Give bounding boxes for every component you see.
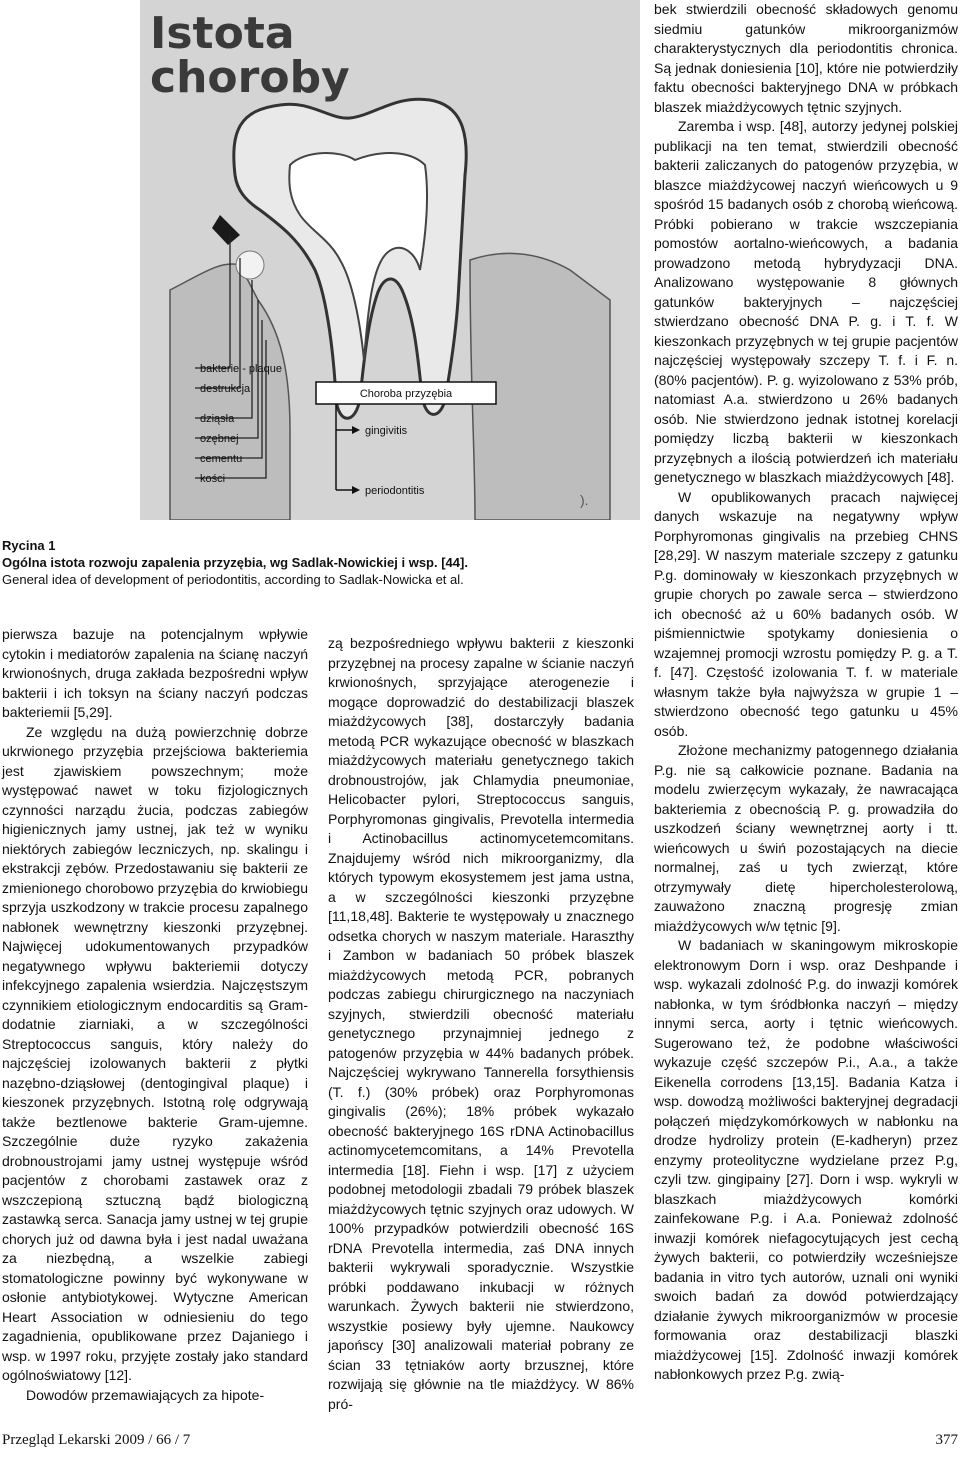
paragraph: Złożone mechanizmy patogennego działania P.g. nie są całkowicie poznane. Badania na modelu zwierzęcym wykazały, że nawracająca bakteriemia z obecnością P. g. prowadziła do uszkodzeń ściany wewnętrznej aorty i tt. wieńcowych u świń pozostających na diecie normalnej, zaś u tych zwierząt, które otrzymywały dietę hipercholesterolową, zauważono znaczną progresję zmian miażdżycowych w/w tętnic [9]. (654, 742, 958, 934)
figure-caption (2, 537, 632, 588)
label-periosteum: ozębnej (200, 433, 239, 445)
label-periodontitis: periodontitis (365, 485, 425, 497)
paragraph: Zaremba i wsp. [48], autorzy jedynej polskiej publikacji na ten temat, stwierdzili obecność bakterii zaliczanych do patogenów przyzębia, w blaszce miażdżycowej naczyń wieńcowych u 9 spośród 15 badanych osób z chorobą wieńcową. Próbki pobierano w trakcie wszczepiania pomostów aortalno-wieńcowych, a badania prowadzono metodą hybrydyzacji DNA. Analizowano występowanie 8 głównych gatunków bakteryjnych – najczęściej stwierdzano obecność DNA P. g. i T. f. W kieszonkach przyzębnych w tej grupie pacjentów najczęściej występowały szczepy T. f. i F. n. (80% pacjentów). P. g. wyizolowano z 53% prób, natomiast A.a. stwierdzono u 26% badanych osób. Nie stwierdzono jednak istotnej korelacji pomiędzy liczbą bakterii w kieszonkach przyzębnych a ilością potwierdzeń ich materiału genetycznego w blaszkach miażdżycowych [48]. (654, 118, 958, 485)
figure-mark: ). (580, 492, 589, 508)
label-gingivitis: gingivitis (365, 425, 408, 437)
caption-polish: Ogólna istota rozwoju zapalenia przyzębia, wg Sadlak-Nowickiej i wsp. [44]. (2, 555, 468, 570)
figure-title-line2: choroby (150, 52, 350, 103)
figure (140, 0, 640, 520)
paragraph: Dowodów przemawiających za hipote- (26, 1386, 265, 1403)
paragraph: bek stwierdzili obecność składowych genomu siedmiu gatunków mikroorganizmów charakterystycznych dla periodontitis chronica. Są jednak doniesienia [10], które nie potwierdziły faktu obecności bakteryjnego DNA w próbkach blaszek miażdżycowych tętnic szyjnych. (654, 1, 958, 115)
caption-english: General idea of development of periodontitis, according to Sadlak-Nowicka et al. (2, 572, 464, 587)
tooth-diagram (140, 0, 640, 520)
paragraph: zą bezpośredniego wpływu bakterii z kieszonki przyzębnej na procesy zapalne w ścianie naczyń krwionośnych, sprzyjające aterogenezie i mogące doprowadzić do destabilizacji blaszek miażdżycowych [38], dostarczyły badania metodą PCR wykazujące obecność w blaszkach miażdżycowych materiału genetycznego takich drobnoustrojów, jak Chlamydia pneumoniae, Helicobacter pylori, Streptococcus sanguis, Porphyromonas gingivalis, Prevotella intermedia i Actinobacillus actinomycetemcomitans. Znajdujemy wśród nich mikroorganizmy, dla których typowym ekosystemem jest jama ustna, a w szczególności kieszonki przyzębne [11,18,48]. Bakterie te występowały u znacznego odsetka chorych w naszym materiale. Haraszthy i Zambon w badaniach 50 próbek blaszek miażdżycowych metodą PCR, pobranych podczas zabiegu chirurgicznego na naczyniach szyjnych, stwierdzili obecność materiału genetycznego przynajmniej jednego z patogenów przyzębia w 44% badanych próbek. Najczęściej wykrywano Tannerella forsythiensis (T. f.) (30% próbek) oraz Porphyromonas gingivalis (26%); 18% próbek wykazało obecność bakteryjnego 16S rDNA Actinobacillus actinomycetemcomitans, a 14% Prevotella intermedia [18]. Fiehn i wsp. [17] z użyciem podobnej metodologii zbadali 79 próbek blaszek miażdżycowych tętnic szyjnych oraz udowych. W 100% przypadków potwierdzili obecność 16S rDNA Prevotella intermedia, zaś DNA innych bakterii wykrywali sporadycznie. Wszystkie próbki poddawano inkubacji w różnych warunkach. Żywych bakterii nie stwierdzono, wszystkie posiewy były ujemne. Naukowcy japońscy [30] analizowali materiał pobrany ze ścian 33 tętniaków aorty brzusznej, które rozwijają się głównie na tle miażdżycy. W 86% pró- (328, 635, 634, 1412)
text-column-2 (328, 634, 634, 1414)
journal-name: Przegląd Lekarski 2009 / 66 / 7 (2, 1432, 191, 1448)
figure-title-line1: Istota (150, 8, 295, 59)
paragraph: pierwsza bazuje na potencjalnym wpływie cytokin i mediatorów zapalenia na ścianę naczyń krwionośnych, druga zakłada bezpośredni wpływ bakterii i ich toksyn na ściany naczyń podczas bakteriemii [5,29]. (2, 626, 308, 720)
caption-number: Rycina 1 (2, 538, 56, 553)
page-footer (2, 1432, 958, 1454)
paragraph: Ze względu na dużą powierzchnię dobrze ukrwionego przyzębia przejściowa bakteriemia jest zjawiskiem powszechnym; może występować nawet w toku fizjologicznych czynności narządu żucia, podczas zabiegów higienicznych jamy ustnej, jak też w wyniku niektórych zabiegów leczniczych, np. skalingu i ekstrakcji zębów. Przedostawaniu się bakterii ze zmienionego chorobowo przyzębia do krwiobiegu sprzyja uszkodzony w trakcie procesu zapalnego nabłonek wewnętrzny kieszonki przyzębnej. Najwięcej udokumentowanych przypadków negatywnego wpływu bakteriemii dotyczy infekcyjnego zapalenia wsierdzia. Najczęstszym czynnikiem etiologicznym endocarditis są Gram-dodatnie ziarniaki, a w szczególności Streptococcus sanguis, który należy do najczęściej izolowanych bakterii z płytki nazębno-dziąsłowej (dentogingival plaque) i kieszonek przyzębnych. Istotną rolę odgrywają także beztlenowe bakterie Gram-ujemne. Szczególnie duże ryzyko zakażenia drobnoustrojami jamy ustnej występuje wśród pacjentów z chorobami zastawek oraz z wszczepioną sztuczną bądź biologiczną zastawką serca. Sanacja jamy ustnej w tej grupie chorych już od dawna była i jest nadal uważana za niezbędną, a wszelkie zabiegi stomatologiczne powinny być wykonywane w osłonie antybiotykowej. Wytyczne American Heart Association w odniesieniu do tego zagadnienia, opublikowane przez Dajaniego i wsp. w 1997 roku, przyjęte zostały jako standard ogólnoświatowy [12]. (2, 723, 308, 1383)
label-bone: kości (200, 473, 226, 485)
label-destruction: destrukcja (200, 383, 251, 395)
page-number: 377 (935, 1432, 958, 1448)
text-column-3 (654, 0, 958, 1385)
paragraph: W badaniach w skaningowym mikroskopie elektronowym Dorn i wsp. oraz Deshpande i wsp. wykazali zdolność P.g. do inwazji komórek nabłonka, w tym śródbłonka naczyń – między innymi serca, aorty i tętnic wieńcowych. Sugerowano też, że podobne właściwości wykazuje część szczepów P.i., A.a., a także Eikenella corrodens [13,15]. Badania Katza i wsp. dowodzą możliwości bakteryjnej degradacji połączeń międzykomórkowych w nabłonku na drodze hydrolizy protein (E-kadheryn) przez enzymy proteolityczne wydzielane przez P.g, czyli tzw. gingipainy [27]. Dorn i wsp. wykryli w blaszkach miażdżycowych komórki zainfekowane P.g. i A.a. Ponieważ zdolność inwazji komórek niefagocytujących jest cechą żywych bakterii, co potwierdziły wcześniejsze badania in vitro tych autorów, uznali oni wyniki swoich badań za dowód potwierdzający działanie żywych mikroorganizmów w procesie formowania oraz destabilizacji blaszki miażdżycowej [15]. Zdolność inwazji komórek nabłonkowych przez P.g. zwią- (654, 937, 958, 1382)
label-gingiva: dziąsła (200, 413, 235, 425)
paragraph: W opublikowanych pracach najwięcej danych wskazuje na negatywny wpływ Porphyromonas gingivalis na przebieg CHNS [28,29]. W naszym materiale szczepy z gatunku P.g. dominowały w kieszonkach przyzębnych w grupie chorych po zawale serca – stwierdzono ich obecność aż u 60% badanych osób. W piśmiennictwie spotykamy doniesienia o wzajemnej promocji wzrostu pomiędzy P. g. a T. f. [47]. Częstość izolowania T. f. w materiale własnym także była najwyższa w grupie 1 – stwierdzono obecność tego gatunku u 45% osób. (654, 488, 958, 739)
disease-box-label: Choroba przyzębia (359, 388, 453, 400)
label-plaque: bakterie - plaque (200, 363, 282, 375)
text-column-1 (2, 625, 308, 1405)
label-cementum: cementu (200, 453, 243, 465)
